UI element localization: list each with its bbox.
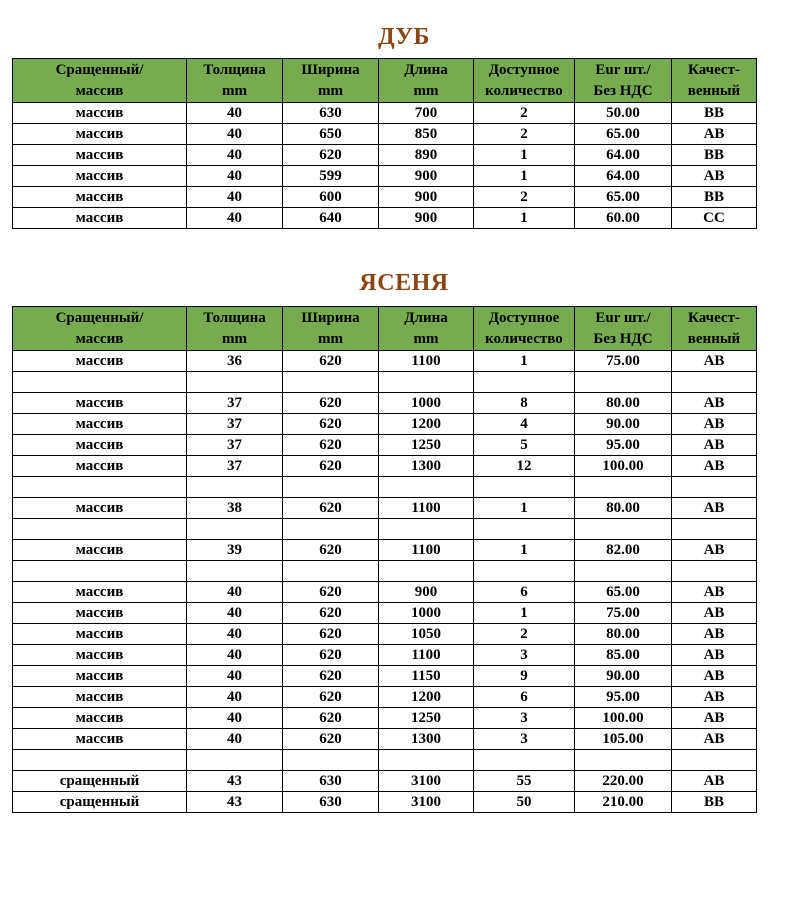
table-cell: 900 — [379, 582, 474, 603]
table-row — [13, 624, 757, 645]
table-cell: 220.00 — [575, 771, 672, 792]
table-cell: 43 — [187, 771, 283, 792]
column-header-line: Без НДС — [593, 82, 653, 99]
table-row — [13, 208, 757, 229]
table-cell: 40 — [187, 124, 283, 145]
table-cell: 1000 — [379, 603, 474, 624]
column-header-line: венный — [687, 82, 741, 99]
column-header-line: массив — [75, 82, 124, 99]
table-cell: BB — [672, 187, 757, 208]
table-cell: 630 — [283, 771, 379, 792]
table-cell — [575, 372, 672, 393]
table-cell — [13, 519, 187, 540]
table-cell: 620 — [283, 498, 379, 519]
table-cell: AB — [672, 687, 757, 708]
table-cell — [283, 372, 379, 393]
table-cell: 1100 — [379, 540, 474, 561]
table-cell: массив — [13, 624, 187, 645]
table-cell: массив — [13, 351, 187, 372]
table-cell: 80.00 — [575, 498, 672, 519]
table-cell: массив — [13, 729, 187, 750]
column-header — [672, 307, 757, 351]
column-header-line: Доступное — [488, 61, 560, 78]
table-row — [13, 708, 757, 729]
table-cell: 890 — [379, 145, 474, 166]
table-cell: 95.00 — [575, 687, 672, 708]
table-cell: массив — [13, 456, 187, 477]
table-cell: массив — [13, 666, 187, 687]
table-cell: 65.00 — [575, 124, 672, 145]
column-header-line: Eur шт./ — [595, 309, 651, 326]
table-row — [13, 187, 757, 208]
table-cell: 75.00 — [575, 351, 672, 372]
table-cell: сращенный — [13, 771, 187, 792]
column-header-line: количество — [485, 82, 563, 99]
table-cell: 43 — [187, 792, 283, 813]
table-cell — [283, 519, 379, 540]
column-header-line: Сращенный/ — [55, 61, 144, 78]
table-row — [13, 166, 757, 187]
table-cell: 55 — [474, 771, 575, 792]
table-cell: 36 — [187, 351, 283, 372]
table-cell: 38 — [187, 498, 283, 519]
table-row — [13, 750, 757, 771]
table-cell: 3 — [474, 708, 575, 729]
table-cell: 1 — [474, 498, 575, 519]
table-cell — [283, 477, 379, 498]
table-row — [13, 792, 757, 813]
table-cell — [672, 372, 757, 393]
table-row — [13, 124, 757, 145]
table-cell: AB — [672, 666, 757, 687]
table-cell: 40 — [187, 166, 283, 187]
table-cell: 620 — [283, 666, 379, 687]
section-title-oak: ДУБ — [378, 24, 430, 50]
table-cell: 40 — [187, 187, 283, 208]
table-cell: 620 — [283, 603, 379, 624]
table-header-row — [13, 59, 757, 103]
table-cell — [474, 519, 575, 540]
table-row — [13, 603, 757, 624]
table-cell: 650 — [283, 124, 379, 145]
table-cell: 1100 — [379, 351, 474, 372]
table-cell: 1150 — [379, 666, 474, 687]
table-cell: 80.00 — [575, 624, 672, 645]
table-cell: 620 — [283, 435, 379, 456]
table-cell: массив — [13, 708, 187, 729]
column-header-line: mm — [413, 330, 439, 347]
table-row — [13, 435, 757, 456]
table-cell: массив — [13, 166, 187, 187]
table-row — [13, 561, 757, 582]
table-row — [13, 498, 757, 519]
table-cell — [672, 750, 757, 771]
table-cell: 2 — [474, 624, 575, 645]
table-cell: 620 — [283, 393, 379, 414]
column-header-line: Толщина — [203, 61, 266, 78]
column-header-line: Толщина — [203, 309, 266, 326]
table-cell — [13, 750, 187, 771]
table-cell: 1300 — [379, 456, 474, 477]
table-cell: 1250 — [379, 708, 474, 729]
table-cell: AB — [672, 166, 757, 187]
table-cell: 4 — [474, 414, 575, 435]
column-header — [672, 59, 757, 103]
table-row — [13, 372, 757, 393]
table-cell: 37 — [187, 414, 283, 435]
table-cell — [13, 561, 187, 582]
table-cell: массив — [13, 208, 187, 229]
table-cell: 40 — [187, 687, 283, 708]
table-cell: 1100 — [379, 498, 474, 519]
table-cell — [379, 561, 474, 582]
column-header-line: Доступное — [488, 309, 560, 326]
table-cell: 1 — [474, 351, 575, 372]
table-row — [13, 540, 757, 561]
table-cell: AB — [672, 393, 757, 414]
table-cell: 900 — [379, 208, 474, 229]
table-cell — [379, 372, 474, 393]
table-cell: AB — [672, 603, 757, 624]
table-cell — [575, 561, 672, 582]
table-row — [13, 645, 757, 666]
column-header-line: количество — [485, 330, 563, 347]
table-row — [13, 771, 757, 792]
column-header — [13, 59, 187, 103]
table-cell — [13, 372, 187, 393]
table-cell: 600 — [283, 187, 379, 208]
table-cell: массив — [13, 582, 187, 603]
table-cell: AB — [672, 645, 757, 666]
table-cell: массив — [13, 103, 187, 124]
table-cell — [672, 477, 757, 498]
table-cell: 64.00 — [575, 166, 672, 187]
table-row — [13, 519, 757, 540]
table-cell: 3100 — [379, 792, 474, 813]
table-cell: 620 — [283, 729, 379, 750]
table-cell — [575, 477, 672, 498]
table-cell: массив — [13, 393, 187, 414]
table-cell — [672, 561, 757, 582]
table-cell: AB — [672, 351, 757, 372]
table-row — [13, 145, 757, 166]
table-cell: 1 — [474, 603, 575, 624]
table-cell: 620 — [283, 624, 379, 645]
table-cell: AB — [672, 124, 757, 145]
table-row — [13, 687, 757, 708]
table-cell: AB — [672, 582, 757, 603]
table-cell: 1 — [474, 166, 575, 187]
price-table-ash — [12, 306, 757, 813]
section-title-ash: ЯСЕНЯ — [359, 270, 449, 296]
column-header-line: mm — [222, 330, 247, 347]
table-cell — [13, 477, 187, 498]
table-row — [13, 729, 757, 750]
table-cell: AB — [672, 456, 757, 477]
column-header-line: массив — [75, 330, 124, 347]
table-cell: массив — [13, 414, 187, 435]
table-cell: 39 — [187, 540, 283, 561]
table-cell: 82.00 — [575, 540, 672, 561]
table-cell: массив — [13, 687, 187, 708]
table-row — [13, 582, 757, 603]
table-cell: AB — [672, 708, 757, 729]
table-row — [13, 477, 757, 498]
table-cell — [474, 750, 575, 771]
column-header — [283, 307, 379, 351]
table-row — [13, 351, 757, 372]
table-cell — [575, 750, 672, 771]
table-cell: 40 — [187, 103, 283, 124]
table-cell: CC — [672, 208, 757, 229]
column-header-line: Длина — [404, 61, 448, 78]
table-cell — [575, 519, 672, 540]
table-cell: 40 — [187, 666, 283, 687]
column-header — [13, 307, 187, 351]
table-cell: 60.00 — [575, 208, 672, 229]
table-cell: массив — [13, 145, 187, 166]
table-cell: 6 — [474, 687, 575, 708]
table-cell: 40 — [187, 582, 283, 603]
column-header-line: венный — [687, 330, 741, 347]
table-cell — [187, 750, 283, 771]
table-cell: BB — [672, 145, 757, 166]
table-cell: массив — [13, 645, 187, 666]
table-cell: 90.00 — [575, 414, 672, 435]
table-cell — [187, 477, 283, 498]
table-cell: 700 — [379, 103, 474, 124]
table-cell: 12 — [474, 456, 575, 477]
table-cell: AB — [672, 729, 757, 750]
table-cell: 85.00 — [575, 645, 672, 666]
table-row — [13, 393, 757, 414]
table-cell — [474, 561, 575, 582]
table-cell: 620 — [283, 540, 379, 561]
column-header-line: Сращенный/ — [55, 309, 144, 326]
table-cell: AB — [672, 435, 757, 456]
table-cell: AB — [672, 414, 757, 435]
table-cell: 6 — [474, 582, 575, 603]
table-cell: массив — [13, 124, 187, 145]
table-cell: 100.00 — [575, 456, 672, 477]
table-cell: 1 — [474, 208, 575, 229]
table-cell: 630 — [283, 103, 379, 124]
table-cell: 50 — [474, 792, 575, 813]
column-header — [379, 59, 474, 103]
table-cell: AB — [672, 771, 757, 792]
table-cell — [672, 519, 757, 540]
table-cell: 620 — [283, 687, 379, 708]
column-header-line: Качест- — [688, 61, 740, 78]
column-header — [379, 307, 474, 351]
table-cell: 105.00 — [575, 729, 672, 750]
table-row — [13, 103, 757, 124]
table-cell — [379, 519, 474, 540]
table-cell: 2 — [474, 103, 575, 124]
column-header — [474, 307, 575, 351]
column-header-line: Без НДС — [593, 330, 653, 347]
column-header-line: Длина — [404, 309, 448, 326]
table-cell: 40 — [187, 708, 283, 729]
table-cell: 40 — [187, 145, 283, 166]
table-cell: 1100 — [379, 645, 474, 666]
table-cell: 620 — [283, 145, 379, 166]
column-header — [283, 59, 379, 103]
table-cell: 620 — [283, 645, 379, 666]
table-cell: 50.00 — [575, 103, 672, 124]
table-cell: массив — [13, 540, 187, 561]
table-cell: 1250 — [379, 435, 474, 456]
column-header-line: Ширина — [301, 309, 360, 326]
column-header-line: mm — [318, 82, 343, 99]
table-cell: 620 — [283, 582, 379, 603]
column-header-line: mm — [413, 82, 439, 99]
table-cell: 5 — [474, 435, 575, 456]
table-cell: 210.00 — [575, 792, 672, 813]
table-cell: 1300 — [379, 729, 474, 750]
table-cell: 850 — [379, 124, 474, 145]
column-header-line: Качест- — [688, 309, 740, 326]
table-cell: 3 — [474, 645, 575, 666]
table-cell: 65.00 — [575, 187, 672, 208]
table-row — [13, 666, 757, 687]
table-cell: 900 — [379, 166, 474, 187]
column-header-line: mm — [318, 330, 343, 347]
table-cell: 37 — [187, 393, 283, 414]
table-row — [13, 414, 757, 435]
price-table-oak — [12, 58, 757, 229]
table-cell: 1000 — [379, 393, 474, 414]
table-cell: 40 — [187, 603, 283, 624]
column-header — [474, 59, 575, 103]
table-cell: 75.00 — [575, 603, 672, 624]
table-cell: 95.00 — [575, 435, 672, 456]
table-cell: 1 — [474, 145, 575, 166]
table-cell: 80.00 — [575, 393, 672, 414]
table-cell: сращенный — [13, 792, 187, 813]
table-cell: 37 — [187, 456, 283, 477]
table-cell: 599 — [283, 166, 379, 187]
table-cell — [474, 372, 575, 393]
column-header — [575, 307, 672, 351]
column-header-line: Ширина — [301, 61, 360, 78]
table-cell: 1 — [474, 540, 575, 561]
table-cell: AB — [672, 540, 757, 561]
table-cell: 620 — [283, 414, 379, 435]
table-cell: массив — [13, 603, 187, 624]
table-cell: 90.00 — [575, 666, 672, 687]
table-cell: 1200 — [379, 687, 474, 708]
table-cell — [474, 477, 575, 498]
table-cell: 3 — [474, 729, 575, 750]
table-cell: 65.00 — [575, 582, 672, 603]
table-cell — [187, 519, 283, 540]
table-cell: AB — [672, 624, 757, 645]
table-cell — [379, 477, 474, 498]
table-cell: AB — [672, 498, 757, 519]
table-cell: 40 — [187, 729, 283, 750]
table-cell — [187, 561, 283, 582]
table-cell: 64.00 — [575, 145, 672, 166]
table-cell: 630 — [283, 792, 379, 813]
column-header — [575, 59, 672, 103]
table-cell: 620 — [283, 708, 379, 729]
table-cell: 40 — [187, 208, 283, 229]
table-cell — [283, 561, 379, 582]
table-cell: 1050 — [379, 624, 474, 645]
table-cell: 9 — [474, 666, 575, 687]
table-cell: 640 — [283, 208, 379, 229]
table-cell: 620 — [283, 456, 379, 477]
table-cell: 37 — [187, 435, 283, 456]
table-cell: 40 — [187, 624, 283, 645]
table-row — [13, 456, 757, 477]
column-header — [187, 307, 283, 351]
table-cell: 100.00 — [575, 708, 672, 729]
column-header-line: Eur шт./ — [595, 61, 651, 78]
table-cell — [187, 372, 283, 393]
table-cell: BB — [672, 792, 757, 813]
table-cell: 2 — [474, 124, 575, 145]
table-cell: массив — [13, 435, 187, 456]
table-cell — [283, 750, 379, 771]
column-header — [187, 59, 283, 103]
table-cell: 40 — [187, 645, 283, 666]
table-cell: 8 — [474, 393, 575, 414]
table-cell: 1200 — [379, 414, 474, 435]
table-cell: 900 — [379, 187, 474, 208]
column-header-line: mm — [222, 82, 247, 99]
table-cell: массив — [13, 498, 187, 519]
table-cell — [379, 750, 474, 771]
table-cell: BB — [672, 103, 757, 124]
table-header-row — [13, 307, 757, 351]
table-cell: 620 — [283, 351, 379, 372]
table-cell: массив — [13, 187, 187, 208]
table-cell: 2 — [474, 187, 575, 208]
table-cell: 3100 — [379, 771, 474, 792]
